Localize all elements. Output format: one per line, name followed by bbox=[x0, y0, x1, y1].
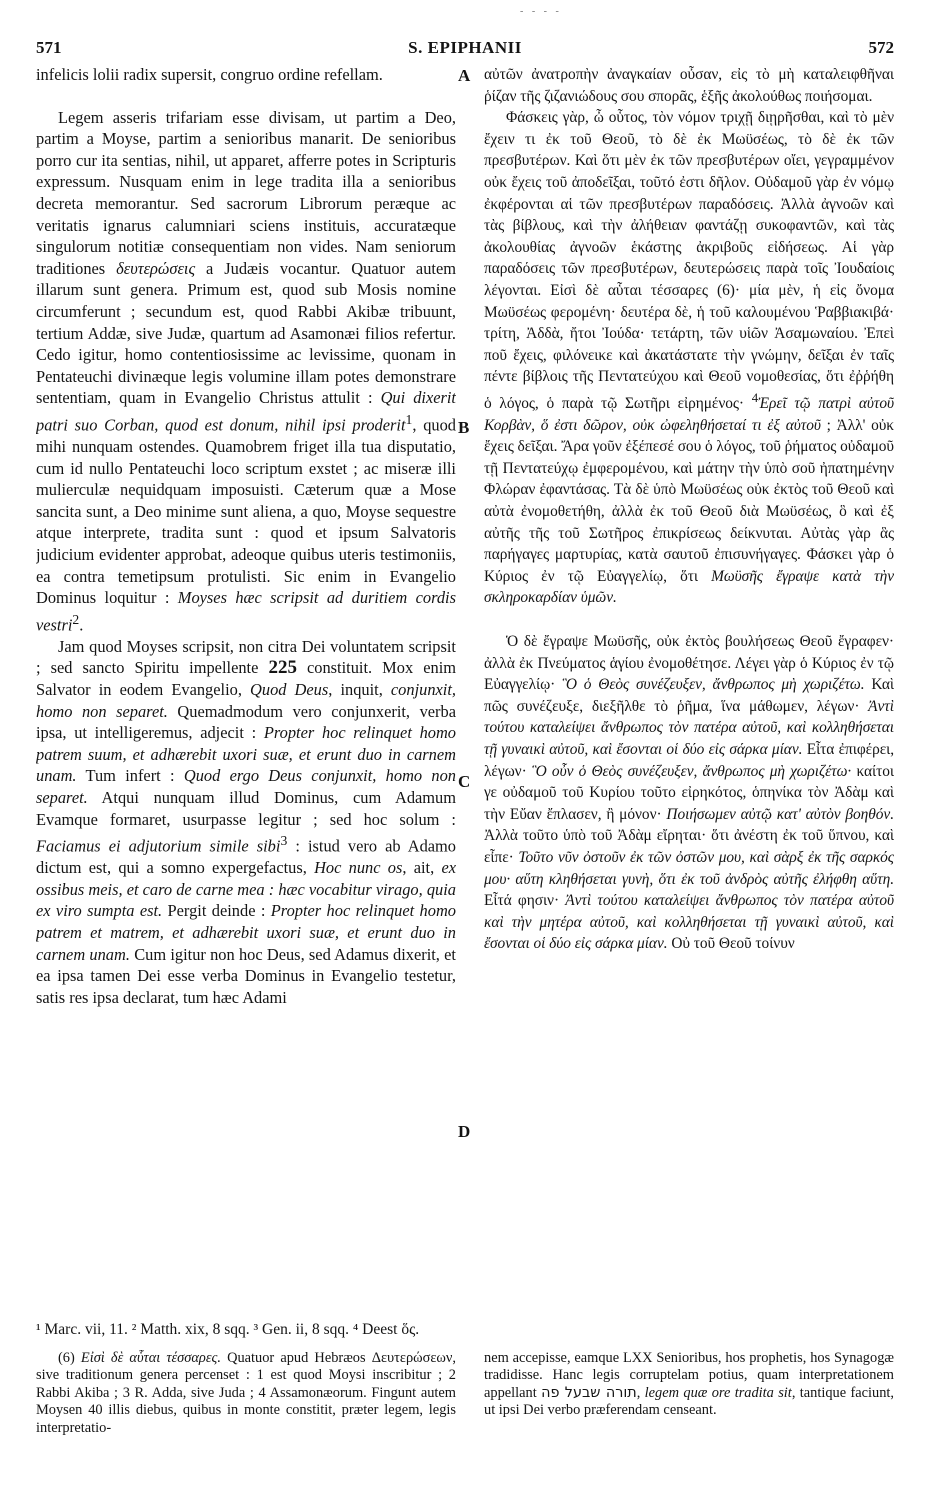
margin-letter-d: D bbox=[458, 1122, 471, 1141]
footnotes: ¹ Marc. vii, 11. ² Matth. xix, 8 sqq. ³ Gen. ii, 8 sqq. ⁴ Deest ὅς. bbox=[36, 1321, 420, 1338]
top-dots: - - - - bbox=[520, 6, 562, 17]
margin-letter-c: C bbox=[458, 772, 471, 791]
footnote-ref-3: 3 bbox=[280, 833, 288, 849]
greek-column bbox=[484, 64, 894, 1314]
editorial-note-left: (6) Εἰσὶ δὲ αὗται τέσσαρες. Quatuor apud Hebræos Δευτερώσεων, sive traditionum genera percenset : 1 est quod Moysi inscribitur ; 2 Rabbi Akiba ; 3 R. Adda, sive Juda ; 4 Assamonæorum. Fingunt autem Moysen 40 illis diebus, quibus in monte constitit, præter legem, legis interpretatio- bbox=[36, 1350, 456, 1436]
latin-paragraph-1: infelicis lolii radix supersit, congruo ordine refellam. bbox=[36, 65, 383, 84]
greek-paragraph-3: Ὁ δὲ ἔγραψε Μωϋσῆς, οὐκ ἐκτὸς βουλήσεως Θεοῦ ἔγραφεν· ἀλλὰ ἐκ Πνεύματος ἁγίου ἐνομοθέτησε. Λέγει γὰρ ὁ Κύριος ἐν τῷ Εὐαγγελίῳ· Ὃ ὁ Θεὸς συνέζευξεν, ἄνθρωπος μὴ χωριζέτω. Καὶ πῶς συνέζευξε, διεξῆλθε τὸ ῥῆμα, ἵνα μάθωμεν, λέγων· Ἀντὶ τούτου καταλείψει ἄνθρωπος τὸν πατέρα αὐτοῦ, καὶ κολληθήσεται τῇ γυναικὶ αὐτοῦ, καὶ ἔσονται οἱ δύο εἰς σάρκα μίαν. Εἶτα ἐπιφέρει, λέγων· Ὃ οὖν ὁ Θεὸς συνέζευξεν, ἄνθρωπος μὴ χωριζέτω· καίτοι γε οὐδαμοῦ τοῦ Κυρίου τοῦτο εἰρηκότος, ὁπηνίκα τὸν Ἀδὰμ καὶ τὴν Εὔαν ἔπλασεν, ἢ μόνον· Ποιήσωμεν αὐτῷ κατ' αὐτὸν βοηθόν. Ἀλλὰ τοῦτο ὑπὸ τοῦ Ἀδὰμ εἴρηται· ὅτι ἀνέστη ἐκ τοῦ ὕπνου, καὶ εἶπε· Τοῦτο νῦν ὀστοῦν ἐκ τῶν ὀστῶν μου, καὶ σὰρξ ἐκ τῆς σαρκός μου· αὕτη κληθήσεται γυνὴ, ὅτι ἐκ τοῦ ἀνδρὸς αὐτῆς ἐλήφθη αὕτη. Εἶτά φησιν· Ἀντὶ τούτου καταλείψει ἄνθρωπος τὸν πατέρα αὐτοῦ καὶ τὴν μητέρα αὐτοῦ, καὶ κολληθήσεται τῇ γυναικὶ αὐτοῦ, καὶ ἔσονται οἱ δύο εἰς σάρκα μίαν. Οὐ τοῦ Θεοῦ τοίνυν bbox=[484, 632, 894, 953]
page-number-right: 572 bbox=[868, 38, 894, 57]
page-header bbox=[36, 38, 894, 60]
latin-paragraph-2: Legem asseris trifariam esse divisam, ut partim a Deo, partim a Moyse, partim a senioribus manarit. De senioribus porro cur ita sentias, nihil, ut apparet, afferre potes in Scripturis expressum. Nusquam enim in lege tradita illa a senioribus decreta memorantur. Sed sacrorum Librorum peræque ac veritatis ignarus calumniari sciens instituis, accuratæque singulorum notitiæ consequentiam non vides. Nam seniorum traditiones δευτερώσεις a Judæis vocantur. Quatuor autem illarum sunt genera. Primum est, quod sub Mosis nomine circumferunt ; secundum est, quod Rabbi Akibæ tribuunt, tertium Addæ, sive Judæ, quartum ad Asamonæi filios refertur. Cedo igitur, homo contentiosissime ac levissime, quonam in Pentateuchi divinæque legis volumine illam potes demonstrare sententiam, quam in Evangelio Christus attulit : Qui dixerit patri suo Corban, quod est donum, nihil ipsi proderit$^1$, quod mihi nunquam ostendes. Quamobrem friget illa tua disputatio, cum id nullo Pentateuchi loco scriptum exstet ; ac miseræ illi mulierculæ nequidquam imposuisti. Cæterum quæ a Mose sancita sunt, a Deo minime sunt aliena, a quo, Moyse sequestre atque interprete, tradita sunt : quod et ipsum Salvatoris judicium evidenter approbat, adeoque quibus uteris testimoniis, ea contra temetipsum protulisti. Sic enim in Evangelio Dominus loquitur : Moyses hæc scripsit ad duritiem cordis vestri$^2$. bbox=[36, 107, 456, 635]
latin-column bbox=[36, 64, 456, 1314]
footnote-ref-1: 1 bbox=[405, 411, 413, 427]
page-number-left: 571 bbox=[36, 38, 62, 57]
margin-letter-a: A bbox=[458, 66, 471, 85]
hebrew-phrase: תורה שבעל פה bbox=[541, 1384, 637, 1401]
greek-paragraph-2: Φάσκεις γὰρ, ὦ οὗτος, τὸν νόμον τριχῇ διῃρῆσθαι, καὶ τὸ μὲν ἔχειν τι ἐκ τοῦ Θεοῦ, τὸ δὲ ἐκ Μωϋσέως, τὸ δὲ ἐκ τῶν πρεσβυτέρων. Καὶ ὅτι μὲν ἐκ τῶν πρεσβυτέρων οἴει, γεγραμμένον οὐκ ἔχεις τοῦ ἀποδεῖξαι, τοῦτό ἐστι δῆλον. Οὐδαμοῦ γὰρ ἐν νόμῳ ἐκφέρονται αἱ τῶν πρεσβυτέρων παραδόσεις. Ἀλλὰ ἀγνοῶν καὶ τὰς βίβλους, καὶ τὴν ἀλήθειαν φαντάζῃ συκοφαντῶν, καὶ τὰς ἀκολουθίας ἀγνοῶν ἑκάστης ἀκριβοῦς εἰδήσεως. Αἱ γὰρ παραδόσεις τῶν πρεσβυτέρων, δευτερώσεις παρὰ τοῖς Ἰουδαίοις λέγονται. Εἰσὶ δὲ αὗται τέσσαρες (6)· μία μὲν, ἡ εἰς ὄνομα Μωϋσέως φερομένη· δευτέρα δὲ, ἡ τοῦ καλουμένου Ῥαββιακιβά· τρίτη, Ἀδδὰ, ἤτοι Ἰούδα· τετάρτη, τῶν υἱῶν Ἀσαμωναίου. Ἐπεὶ ποῦ ἔχεις, φιλόνεικε καὶ ἀκατάστατε τὴν γνώμην, δεῖξαι ἐν ταῖς πέντε βίβλοις τῆς Πεντατεύχου καὶ Θεοῦ νομοθεσίας, ὅτι ἐῤῥήθη ὁ λόγος, ὁ παρὰ τῷ Σωτῆρι εἰρημένος· $^4$Ἐρεῖ τῷ πατρὶ αὐτοῦ Κορβὰν, ὅ ἐστι δῶρον, οὐκ ὠφεληθήσεταί τι ἐξ αὐτοῦ ; Ἀλλ' οὐκ ἔχεις δεῖξαι. Ἄρα γοῦν ἐξέπεσέ σου ὁ λόγος, τοῦ ῥήματος οὐδαμοῦ τῇ Πεντατεύχῳ ἐμφερομένου, καὶ μάτην τὴν ὑπὸ σοῦ ἠπατημένην Φλώραν ἐφαντάσας. Τὰ δὲ ὑπὸ Μωϋσέως οὐκ ἐκτὸς τοῦ Θεοῦ καὶ αὐτὰ ἐνομοθετήθη, ἀλλὰ ἐκ τοῦ Θεοῦ διὰ Μωϋσέως, ὃ καὶ ἐξ αὐτῆς τῆς τοῦ Σωτῆρος ἐπικρίσεως δείκνυται. Αὐτὰς γὰρ ἃς παρήγαγες μαρτυρίας, κατὰ σαυτοῦ ἐπισυνήγαγες. Φάσκει γὰρ ὁ Κύριος ἐν τῷ Εὐαγγελίῳ, ὅτι Μωϋσῆς ἔγραψε κατὰ τὴν σκληροκαρδίαν ὑμῶν. bbox=[484, 109, 894, 607]
margin-letter-b: B bbox=[458, 418, 470, 437]
greek-paragraph-1: αὐτῶν ἀνατροπὴν ἀναγκαίαν οὖσαν, εἰς τὸ μὴ καταλειφθῆναι ῥίζαν τῆς ζιζανιώδους σου σπορᾶς, ἑξῆς ἀκολούθως ποιήσομαι. bbox=[484, 66, 894, 105]
editorial-note-right: nem accepisse, eamque LXX Senioribus, hos prophetis, hos Synagogæ tradidisse. Hanc legis corruptelam potius, quam interpretationem appellant תורה שבעל פה, legem quæ ore tradita sit, tantique faciunt, ut ipsi Dei verbo præferendam censeant. bbox=[484, 1350, 894, 1419]
footnote-ref-4: 4 bbox=[751, 390, 759, 405]
latin-paragraph-3: Jam quod Moyses scripsit, non citra Dei voluntatem scripsit ; sed sancto Spiritu impellente 225 constituit. Mox enim Salvator in eodem Evangelio, Quod Deus, inquit, conjunxit, homo non separet. Quemadmodum vero conjunxerit, verba ipsa, ut intelligeremus, adjecit : Propter hoc relinquet homo patrem suum, et adhærebit uxori suæ, et erunt duo in carnem unam. Tum infert : Quod ergo Deus conjunxit, homo non separet. Atqui nunquam illud Dominus, cum Adamum Evamque formaret, usurpasse legitur ; sed hoc solum : Faciamus ei adjutorium simile sibi$^3$ : istud vero ab Adamo dictum est, qui a somno expergefactus, Hoc nunc os, ait, ex ossibus meis, et caro de carne mea : hæc vocabitur virago, quia ex viro sumpta est. Pergit deinde : Propter hoc relinquet homo patrem et matrem, et adhærebit uxori suæ, et erunt duo in carnem unam. Cum igitur non hoc Deus, sed Adamus dixerit, et ea ipsa tamen Dei esse verba Dominus in Evangelio testetur, satis res ipsa declarat, tum hæc Adami bbox=[36, 636, 456, 1007]
running-title: S. EPIPHANII bbox=[408, 38, 522, 57]
footnote-ref-2: 2 bbox=[72, 611, 80, 627]
column-number: 225 bbox=[268, 657, 297, 679]
